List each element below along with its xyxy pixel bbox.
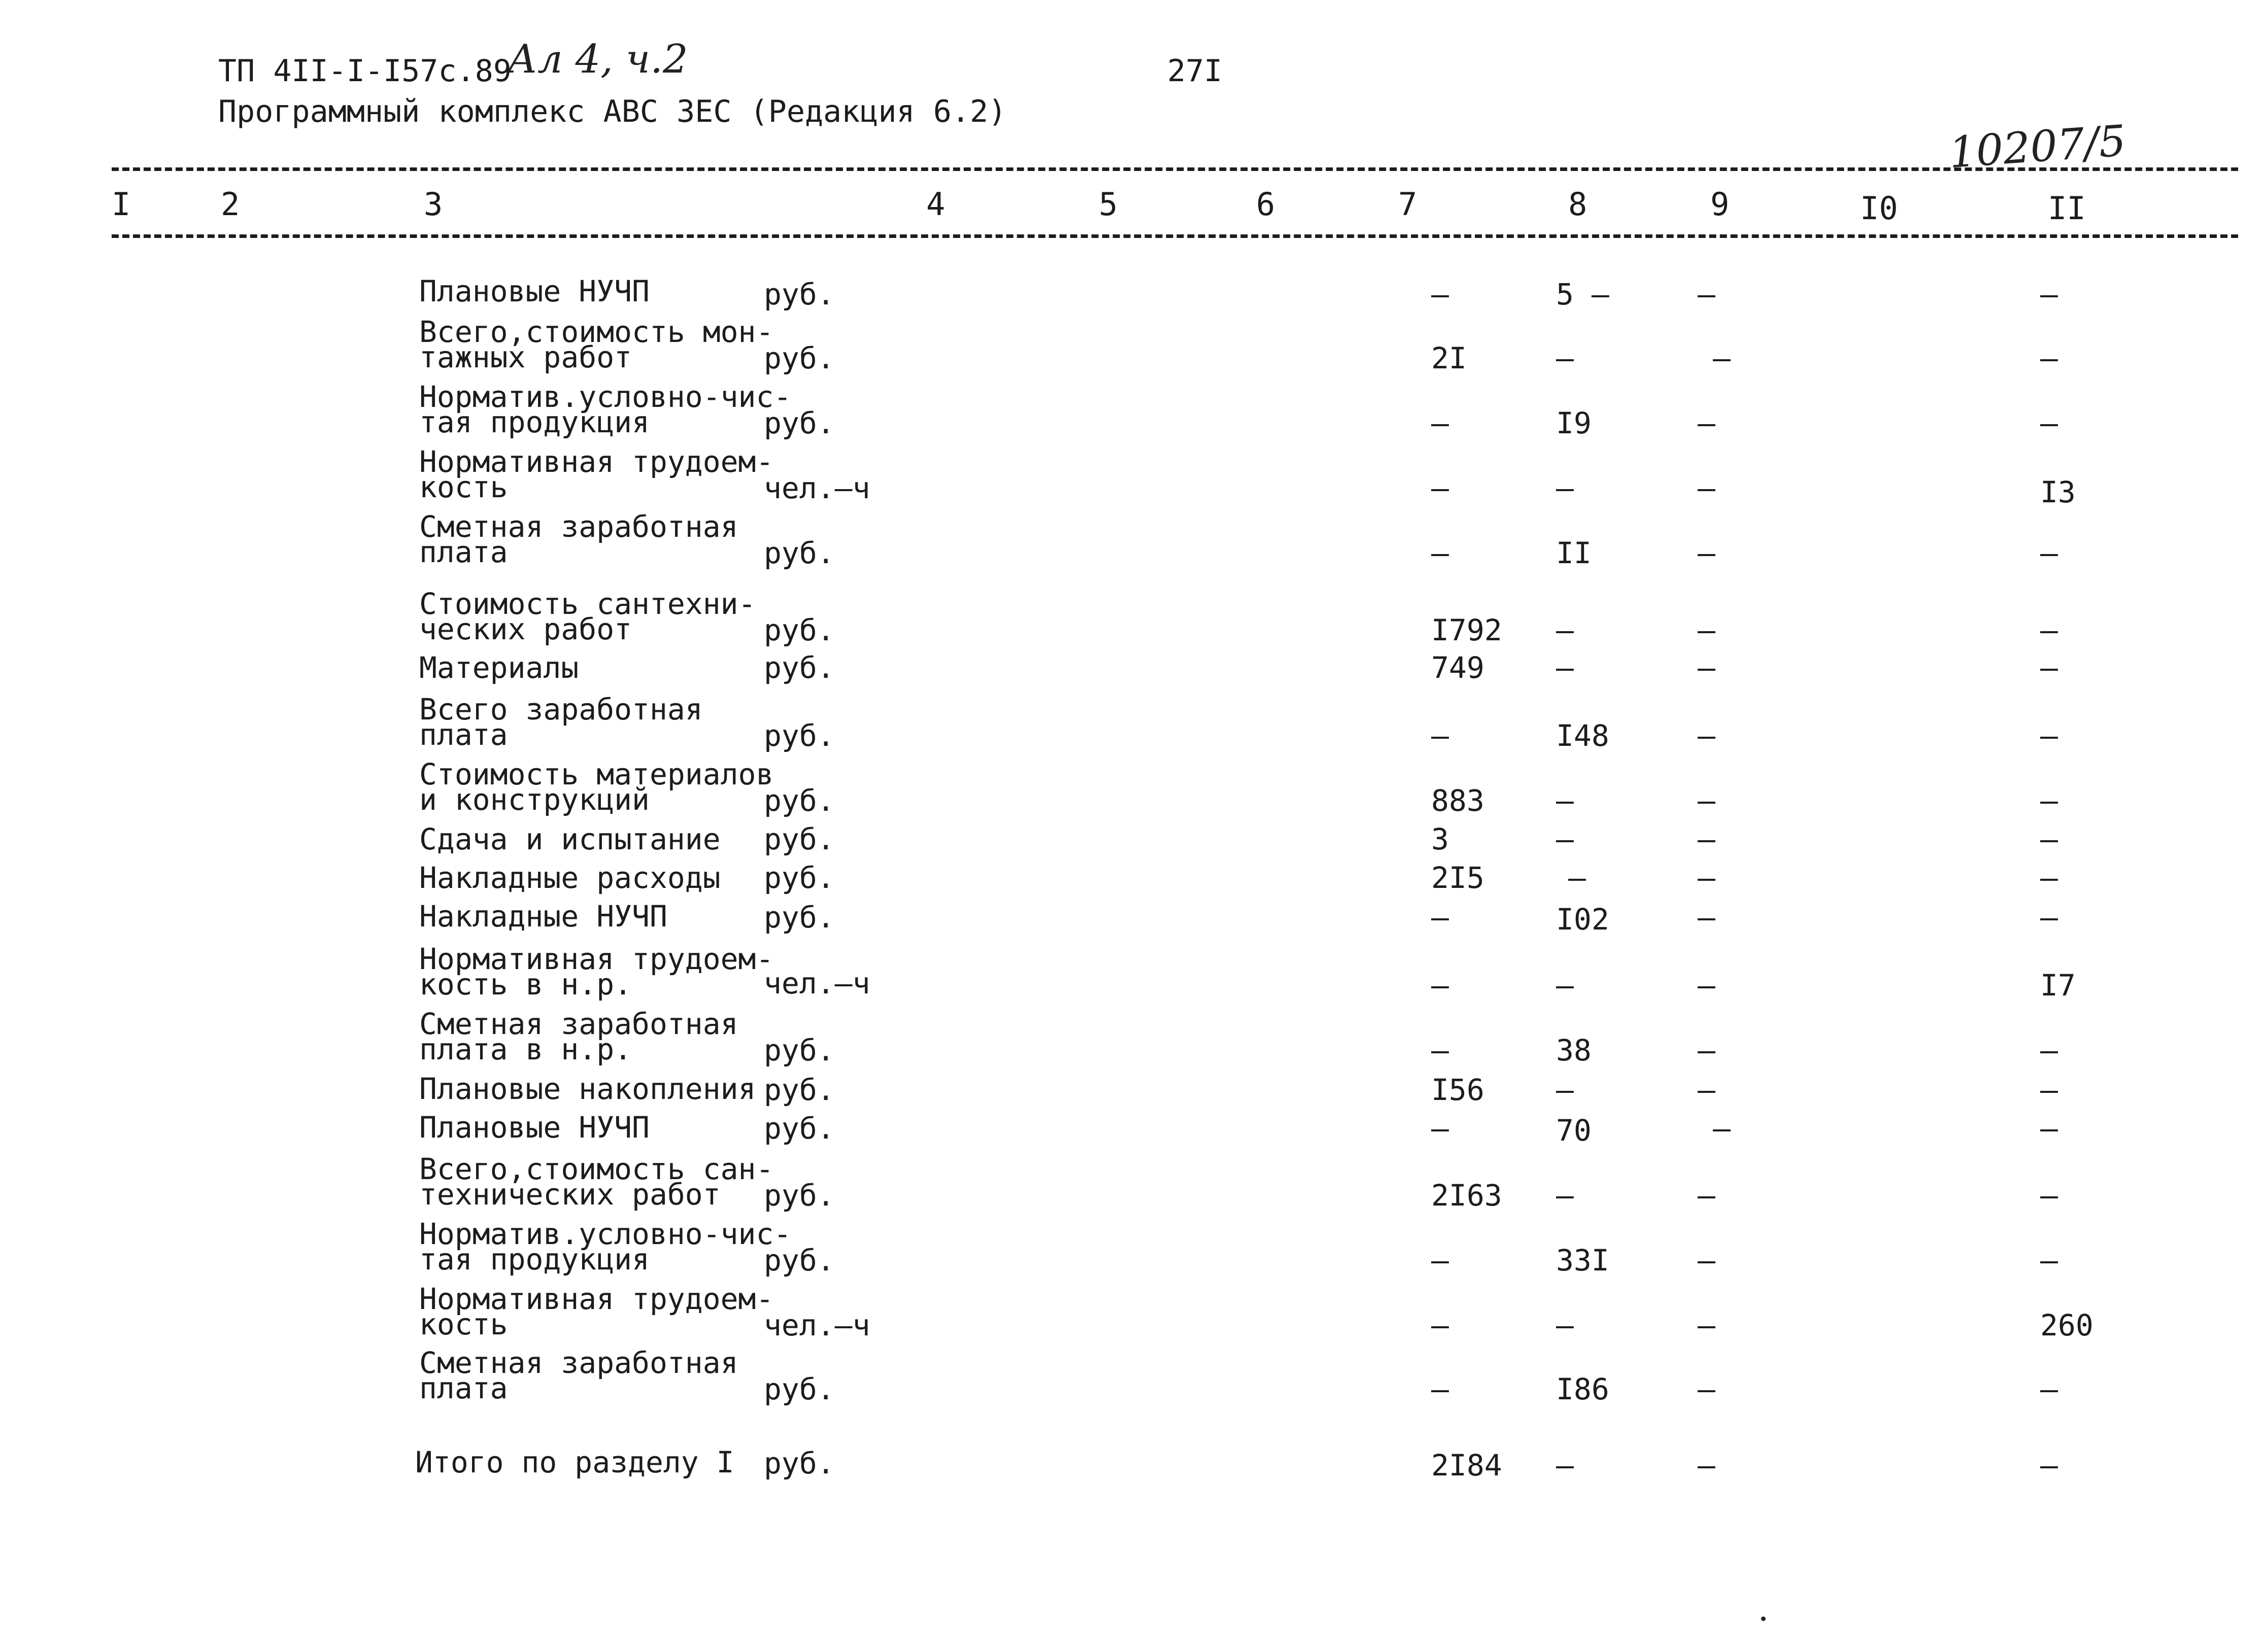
cell-col-8: – (1556, 1448, 1574, 1483)
row-label: Плановые накопления (419, 1072, 756, 1106)
row-label: Сдача и испытание (419, 822, 721, 856)
row-unit: руб. (764, 1178, 835, 1213)
cell-col-7: – (1431, 1111, 1449, 1146)
header-top-rule (112, 167, 2238, 171)
row-unit: чел.–ч (764, 471, 870, 505)
document-code: ТП 4II-I-I57с.89 (218, 53, 512, 89)
cell-col-9: – (1698, 783, 1715, 818)
row-label: тажных работ (419, 340, 632, 374)
cell-col-7: – (1431, 718, 1449, 753)
row-label: Сметная заработная (419, 1346, 738, 1380)
row-label: тая продукция (419, 405, 650, 439)
column-number: II (2048, 190, 2086, 227)
row-label: тая продукция (419, 1242, 650, 1277)
cell-col-8: II (1556, 536, 1592, 570)
column-number: 9 (1710, 186, 1730, 223)
cell-col-9: – (1713, 341, 1731, 375)
row-label: плата в н.р. (419, 1032, 632, 1066)
row-unit: руб. (764, 650, 835, 685)
row-unit: руб. (764, 1446, 835, 1481)
row-label: технических работ (419, 1177, 721, 1212)
row-unit: руб. (764, 822, 835, 856)
row-label: Сметная заработная (419, 509, 738, 544)
cell-col-9: – (1698, 1372, 1715, 1406)
row-unit: руб. (764, 1073, 835, 1107)
cell-col-9: – (1713, 1111, 1731, 1146)
cell-col-8: I48 (1556, 718, 1609, 753)
cell-col-8: 5 – (1556, 277, 1609, 312)
cell-col-7: – (1431, 900, 1449, 935)
cell-col-7: – (1431, 471, 1449, 505)
cell-col-8: – (1556, 613, 1574, 647)
cell-col-7: – (1431, 1033, 1449, 1068)
cell-col-7: – (1431, 1243, 1449, 1278)
row-label: Материалы (419, 650, 579, 685)
cell-col-9: – (1698, 900, 1715, 935)
cell-col-9: – (1698, 406, 1715, 440)
row-unit: руб. (764, 718, 835, 753)
row-unit: руб. (764, 783, 835, 818)
cell-col-8: I02 (1556, 902, 1609, 937)
cell-col-8: – (1556, 341, 1574, 375)
cell-col-8: – (1556, 650, 1574, 685)
row-unit: руб. (764, 536, 835, 570)
row-label: Нормативная трудоем- (419, 444, 774, 479)
cell-col-7: I56 (1431, 1073, 1484, 1107)
cell-col-11: – (2040, 650, 2058, 685)
cell-col-11: – (2040, 861, 2058, 895)
row-unit: чел.–ч (764, 1308, 870, 1343)
column-number: 8 (1568, 186, 1588, 223)
cell-col-11: – (2040, 1033, 2058, 1068)
row-label: Итого по разделу I (415, 1445, 734, 1479)
column-number: 6 (1256, 186, 1275, 223)
cell-col-9: – (1698, 1073, 1715, 1107)
cell-col-9: – (1698, 536, 1715, 570)
column-number: 2 (221, 186, 240, 223)
row-unit: руб. (764, 861, 835, 895)
header-bottom-rule (112, 234, 2238, 238)
row-unit: руб. (764, 406, 835, 440)
row-label: кость (419, 470, 508, 504)
cell-col-7: 3 (1431, 822, 1449, 856)
cell-col-7: I792 (1431, 613, 1502, 647)
cell-col-11: – (2040, 822, 2058, 856)
row-label: Всего,стоимость мон- (419, 315, 774, 349)
cell-col-9: – (1698, 277, 1715, 312)
cell-col-7: – (1431, 406, 1449, 440)
cell-col-8: – (1556, 822, 1574, 856)
row-unit: руб. (764, 1243, 835, 1278)
cell-col-7: – (1431, 1372, 1449, 1406)
row-label: Нормативная трудоем- (419, 1282, 774, 1316)
cell-col-7: – (1431, 1308, 1449, 1343)
cell-col-9: – (1698, 861, 1715, 895)
cell-col-7: 2I63 (1431, 1178, 1502, 1213)
cell-col-9: – (1698, 968, 1715, 1003)
cell-col-9: – (1698, 1243, 1715, 1278)
cell-col-11: I3 (2040, 475, 2076, 509)
cell-col-9: – (1698, 718, 1715, 753)
cell-col-11: – (2040, 613, 2058, 647)
cell-col-9: – (1698, 613, 1715, 647)
cell-col-8: I9 (1556, 406, 1592, 440)
cell-col-9: – (1698, 1448, 1715, 1483)
row-label: Норматив.условно-чис- (419, 1217, 792, 1251)
row-unit: руб. (764, 341, 835, 375)
row-unit: руб. (764, 1033, 835, 1068)
row-label: Плановые НУЧП (419, 1110, 650, 1145)
row-label: Всего,стоимость сан- (419, 1152, 774, 1186)
row-label: плата (419, 535, 508, 569)
row-unit: руб. (764, 1372, 835, 1406)
row-unit: руб. (764, 613, 835, 647)
cell-col-11: – (2040, 1448, 2058, 1483)
cell-col-11: – (2040, 536, 2058, 570)
column-number: 5 (1099, 186, 1118, 223)
row-unit: руб. (764, 277, 835, 312)
cell-col-9: – (1698, 650, 1715, 685)
cell-col-11: – (2040, 1243, 2058, 1278)
row-label: Нормативная трудоем- (419, 942, 774, 976)
cell-col-9: – (1698, 1308, 1715, 1343)
row-label: и конструкций (419, 782, 650, 817)
cell-col-11: – (2040, 341, 2058, 375)
cell-col-9: – (1698, 822, 1715, 856)
row-label: ческих работ (419, 612, 632, 646)
cell-col-7: 2I5 (1431, 861, 1484, 895)
cell-col-11: – (2040, 783, 2058, 818)
cell-col-11: I7 (2040, 968, 2076, 1003)
cell-col-8: – (1556, 1178, 1574, 1213)
row-label: плата (419, 1371, 508, 1405)
cell-col-11: 260 (2040, 1308, 2093, 1343)
cell-col-11: – (2040, 1111, 2058, 1146)
column-number: 7 (1398, 186, 1417, 223)
row-label: плата (419, 717, 508, 752)
column-number: 4 (926, 186, 945, 223)
cell-col-8: – (1556, 1308, 1574, 1343)
cell-col-8: – (1556, 783, 1574, 818)
cell-col-8: 70 (1556, 1113, 1592, 1148)
cell-col-8: – (1568, 861, 1586, 895)
row-label: Стоимость сантехни- (419, 587, 756, 621)
cell-col-11: – (2040, 406, 2058, 440)
row-label: Накладные расходы (419, 861, 721, 895)
row-unit: руб. (764, 900, 835, 935)
cell-col-8: – (1556, 471, 1574, 505)
cell-col-11: – (2040, 1178, 2058, 1213)
row-label: Стоимость материалов (419, 757, 774, 791)
document-subtitle: Программный комплекс АВС 3ЕС (Редакция 6.2) (218, 94, 1007, 129)
cell-col-7: 749 (1431, 650, 1484, 685)
handwritten-reference: Ал 4, ч.2 (508, 37, 688, 82)
page-number: 27I (1167, 53, 1223, 89)
row-label: кость (419, 1307, 508, 1341)
row-label: Плановые НУЧП (419, 274, 650, 308)
row-unit: чел.–ч (764, 966, 870, 1001)
cell-col-11: – (2040, 1372, 2058, 1406)
cell-col-11: – (2040, 277, 2058, 312)
row-label: Норматив.условно-чис- (419, 380, 792, 414)
cell-col-8: – (1556, 1073, 1574, 1107)
cell-col-9: – (1698, 1033, 1715, 1068)
column-number: I0 (1860, 190, 1898, 227)
ink-dot (1761, 1616, 1766, 1621)
cell-col-7: 2I84 (1431, 1448, 1502, 1483)
cell-col-8: 38 (1556, 1033, 1592, 1068)
cell-col-8: I86 (1556, 1372, 1609, 1406)
cell-col-11: – (2040, 900, 2058, 935)
column-number: I (112, 186, 131, 223)
handwritten-number: 10207/5 (1947, 115, 2127, 178)
cell-col-11: – (2040, 1073, 2058, 1107)
cell-col-8: – (1556, 968, 1574, 1003)
cell-col-7: 2I (1431, 341, 1467, 375)
row-label: кость в н.р. (419, 967, 632, 1002)
column-number: 3 (424, 186, 443, 223)
cell-col-7: – (1431, 536, 1449, 570)
row-unit: руб. (764, 1111, 835, 1146)
cell-col-8: 33I (1556, 1243, 1609, 1278)
cell-col-9: – (1698, 471, 1715, 505)
cell-col-7: – (1431, 277, 1449, 312)
cell-col-9: – (1698, 1178, 1715, 1213)
row-label: Всего заработная (419, 692, 703, 727)
cell-col-7: – (1431, 968, 1449, 1003)
row-label: Сметная заработная (419, 1007, 738, 1041)
cell-col-7: 883 (1431, 783, 1484, 818)
row-label: Накладные НУЧП (419, 899, 667, 934)
cell-col-11: – (2040, 718, 2058, 753)
